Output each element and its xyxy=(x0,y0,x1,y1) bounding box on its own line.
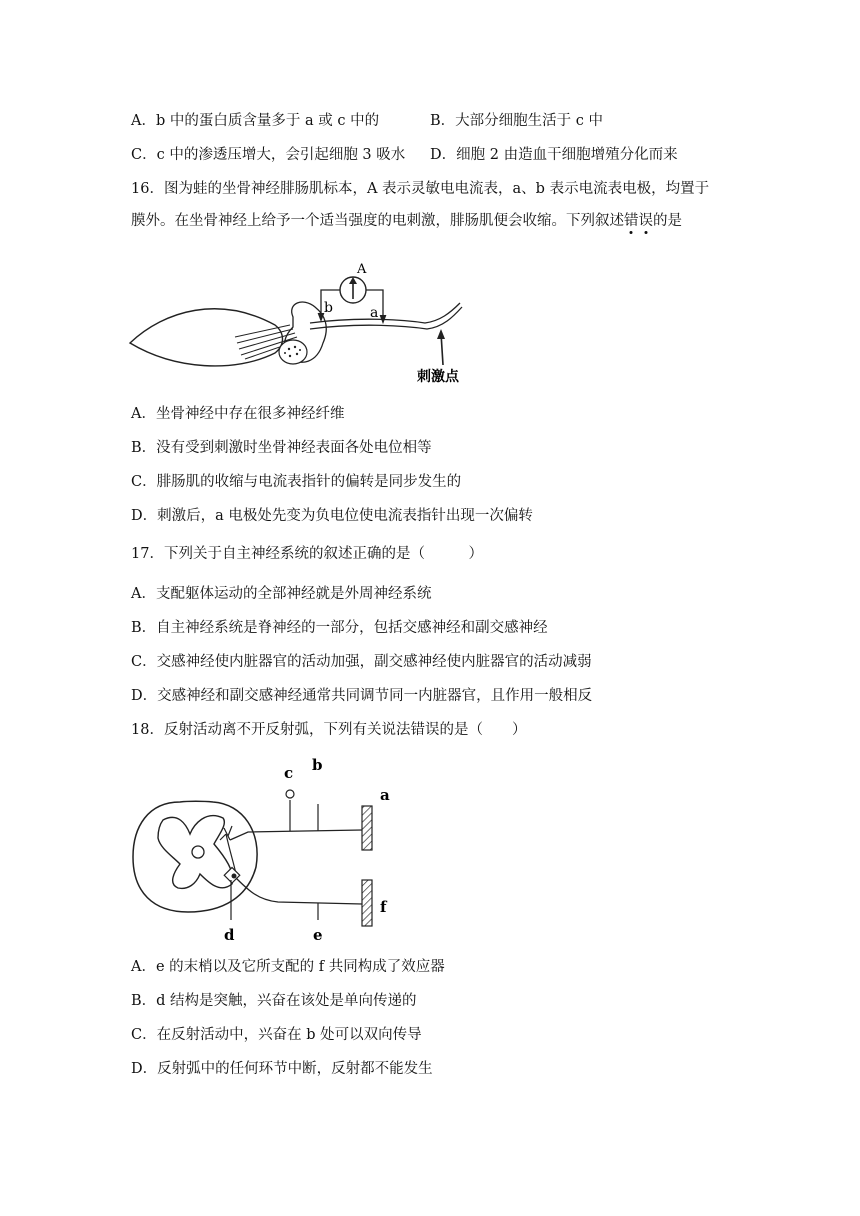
q15-option-a: A．b 中的蛋白质含量多于 a 或 c 中的 xyxy=(131,113,380,129)
q18-option-c: C．在反射活动中，兴奋在 b 处可以双向传导 xyxy=(131,1027,422,1043)
q15-option-c: C．c 中的渗透压增大，会引起细胞 3 吸水 xyxy=(131,147,406,163)
q16-stem-line2 xyxy=(131,211,682,231)
bone-cross-section xyxy=(279,340,307,364)
q18-option-d: D．反射弧中的任何环节中断，反射都不能发生 xyxy=(131,1061,433,1077)
q16-emphasis-char-2: 误 xyxy=(638,213,653,229)
q16-stem-line1: 16．图为蛙的坐骨神经腓肠肌标本，A 表示灵敏电电流表，a、b 表示电流表电极，均置于 xyxy=(131,181,710,197)
label-e: e xyxy=(313,926,323,944)
q18-option-b: B．d 结构是突触，兴奋在该处是单向传递的 xyxy=(131,993,417,1009)
reflex-arc-figure xyxy=(128,752,408,947)
meter-label: A xyxy=(357,262,367,277)
q16-emphasis-char-1: 错 xyxy=(624,213,639,229)
gray-matter xyxy=(158,816,233,889)
effector-f xyxy=(362,880,372,926)
q16-option-d: D．刺激后，a 电极处先变为负电位使电流表指针出现一次偏转 xyxy=(131,508,533,524)
point-c-circle xyxy=(286,790,294,798)
q17-option-a: A．支配躯体运动的全部神经就是外周神经系统 xyxy=(131,586,432,602)
electrode-b-label: b xyxy=(324,300,333,316)
q15-option-d: D．细胞 2 由造血干细胞增殖分化而来 xyxy=(430,147,678,163)
electrode-a-label: a xyxy=(370,305,379,321)
label-a: a xyxy=(380,786,390,804)
q16-stem-text: 膜外。在坐骨神经上给予一个适当强度的电刺激，腓肠肌便会收缩。下列叙述 xyxy=(131,213,624,229)
efferent-nerve xyxy=(236,878,362,904)
q17-option-d: D．交感神经和副交感神经通常共同调节同一内脏器官，且作用一般相反 xyxy=(131,688,593,704)
q17-option-b: B．自主神经系统是脊神经的一部分，包括交感神经和副交感神经 xyxy=(131,620,548,636)
afferent-nerve xyxy=(230,830,362,840)
central-canal xyxy=(192,846,204,858)
label-b: b xyxy=(312,756,323,774)
q16-stem-end: 的是 xyxy=(653,213,682,229)
label-c: c xyxy=(284,764,294,782)
q16-option-b: B．没有受到刺激时坐骨神经表面各处电位相等 xyxy=(131,440,432,456)
q18-option-a: A．e 的末梢以及它所支配的 f 共同构成了效应器 xyxy=(131,959,445,975)
q16-option-a: A．坐骨神经中存在很多神经纤维 xyxy=(131,406,345,422)
q17-stem: 17．下列关于自主神经系统的叙述正确的是（ ） xyxy=(131,546,483,562)
label-f: f xyxy=(380,898,387,916)
q17-option-c: C．交感神经使内脏器官的活动加强，副交感神经使内脏器官的活动减弱 xyxy=(131,654,592,670)
q18-stem: 18．反射活动离不开反射弧，下列有关说法错误的是（ ） xyxy=(131,722,527,738)
nerve-muscle-figure xyxy=(125,255,485,390)
stimulus-point-label: 刺激点 xyxy=(417,369,459,385)
q16-option-c: C．腓肠肌的收缩与电流表指针的偏转是同步发生的 xyxy=(131,474,462,490)
q15-option-b: B．大部分细胞生活于 c 中 xyxy=(430,113,603,129)
receptor-a xyxy=(362,806,372,850)
label-d: d xyxy=(224,926,235,944)
